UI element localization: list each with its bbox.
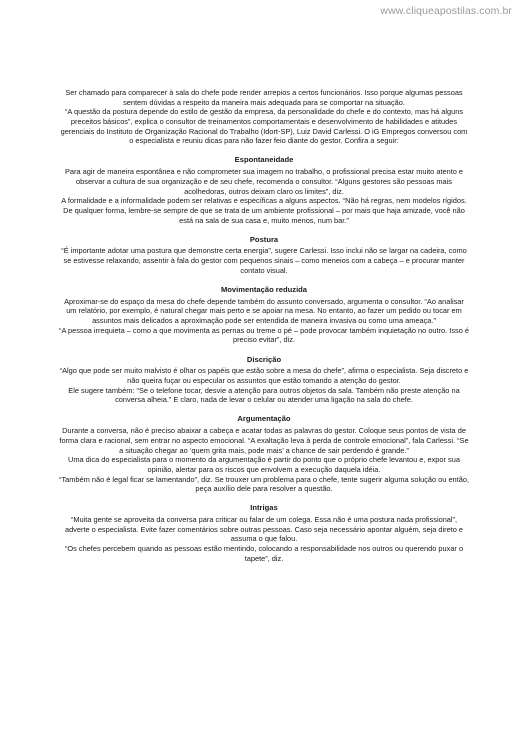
section-argumentacao: [58, 414, 470, 493]
intro: [58, 88, 470, 146]
site-url: www.cliqueapostilas.com.br: [380, 5, 512, 17]
section-paragraph: Durante a conversa, não é preciso abaixar a cabeça e acatar todas as palavras do gestor. Coloque seus pontos de vista de forma clara e racional, sem entrar no aspecto emocional. “A exaltação leva à perda de controle emocional”, fala Carlessi. “Se a situação chegar ao ‘quem grita mais, pode mais’ a chance de sair perdendo é grande.”: [59, 426, 469, 455]
section-heading: Postura: [249, 234, 279, 244]
section-paragraph: Para agir de maneira espontânea e não comprometer sua imagem no trabalho, o profissional precisa estar muito atento e observar a cultura de sua organização e de seu chefe, recomenda o consultor. “Alguns gestores são pessoas mais acolhedoras, outros deixam claro os limites”, diz.: [64, 167, 464, 196]
section-paragraph: “É importante adotar uma postura que demonstre certa energia”, sugere Carlessi. Isso inclui não se largar na cadeira, como se estivesse relaxando, assentir à fala do gestor com pequenos sinais – como meneios com a cabeça – e procurar manter contato visual.: [61, 246, 467, 275]
section-heading: Discrição: [246, 354, 282, 364]
section-paragraph: “Os chefes percebem quando as pessoas estão mentindo, colocando a responsabilidade nos outros ou querendo puxar o tapete”, diz.: [64, 544, 464, 563]
section-heading: Movimentação reduzida: [220, 284, 308, 294]
intro-paragraph: “A questão da postura depende do estilo de gestão da empresa, da personalidade do chefe e do contexto, mas há alguns preceitos básicos”, explica o consultor de treinamentos comportamentais e desenvolvimento de habilidades e atitudes gerenciais do Instituto de Organização Racional do Trabalho (Idort-SP), Luiz David Carlessi. O iG Empregos conversou com o especialista e reuniu dicas para não fazer feio diante do gestor. Confira a seguir:: [60, 107, 468, 146]
section-heading: Intrigas: [250, 503, 278, 513]
section-paragraph: “Algo que pode ser muito malvisto é olhar os papéis que estão sobre a mesa do chefe”, afirma o especialista. Seja discreto e não queira fuçar ou especular os assuntos que estão tomando a atenção do gestor.: [59, 366, 469, 385]
section-postura: [58, 235, 470, 276]
section-paragraph: “Também não é legal ficar se lamentando”, diz. Se trouxer um problema para o chefe, tente sugerir alguma solução ou então, peça auxílio dele para resolver a questão.: [59, 474, 469, 494]
section-espontaneidade: [58, 155, 470, 225]
section-paragraph: “Muita gente se aproveita da conversa para criticar ou falar de um colega. Essa não é uma postura nada profissional”, adverte o especialista. Evite fazer comentários sobre outras pessoas. Caso seja necessário apontar alguém, seja direto e assuma o que falou.: [64, 515, 464, 544]
section-intrigas: [58, 503, 470, 563]
section-movimentacao: [58, 285, 470, 345]
document-body: [58, 88, 470, 563]
intro-paragraph: Ser chamado para comparecer à sala do chefe pode render arrepios a certos funcionários. Isso porque algumas pessoas sentem dúvidas a respeito da maneira mais adequada para se comportar na situação.: [65, 88, 463, 107]
section-paragraph: A formalidade e a informalidade podem ser relativas e específicas a alguns aspectos. “Não há regras, nem modelos rígidos. De qualquer forma, lembre-se sempre de que se trata de um ambiente profissional – por mais que haja amizade, você não está na sala de sua casa e, muito menos, num bar.”: [61, 196, 467, 225]
section-heading: Argumentação: [237, 414, 291, 424]
section-paragraph: “A pessoa irrequieta – como a que movimenta as pernas ou treme o pé – pode provocar também inquietação no outro. Isso é preciso evitar”, diz.: [58, 325, 469, 345]
section-heading: Espontaneidade: [234, 155, 294, 165]
section-discricao: [58, 355, 470, 405]
section-paragraph: Uma dica do especialista para o momento da argumentação é partir do ponto que o próprio chefe levantou e, expor sua opinião, alertar para os riscos que envolvem a execução daquela idéia.: [68, 455, 460, 474]
section-paragraph: Aproximar-se do espaço da mesa do chefe depende também do assunto conversado, argumenta o consultor. “Ao analisar um relatório, por exemplo, é natural chegar mais perto e se apoiar na mesa. No entanto, ao fazer um pedido ou tocar em assuntos mais delicados a aproximação pode ser entendida de maneira invasiva ou como uma ameaça.”: [64, 296, 464, 326]
section-paragraph: Ele sugere também: “Se o telefone tocar, desvie a atenção para outros objetos da sala. Também não preste atenção na conversa alheia.” E claro, nada de levar o celular ou atender uma ligação na sala do chefe.: [68, 385, 460, 405]
